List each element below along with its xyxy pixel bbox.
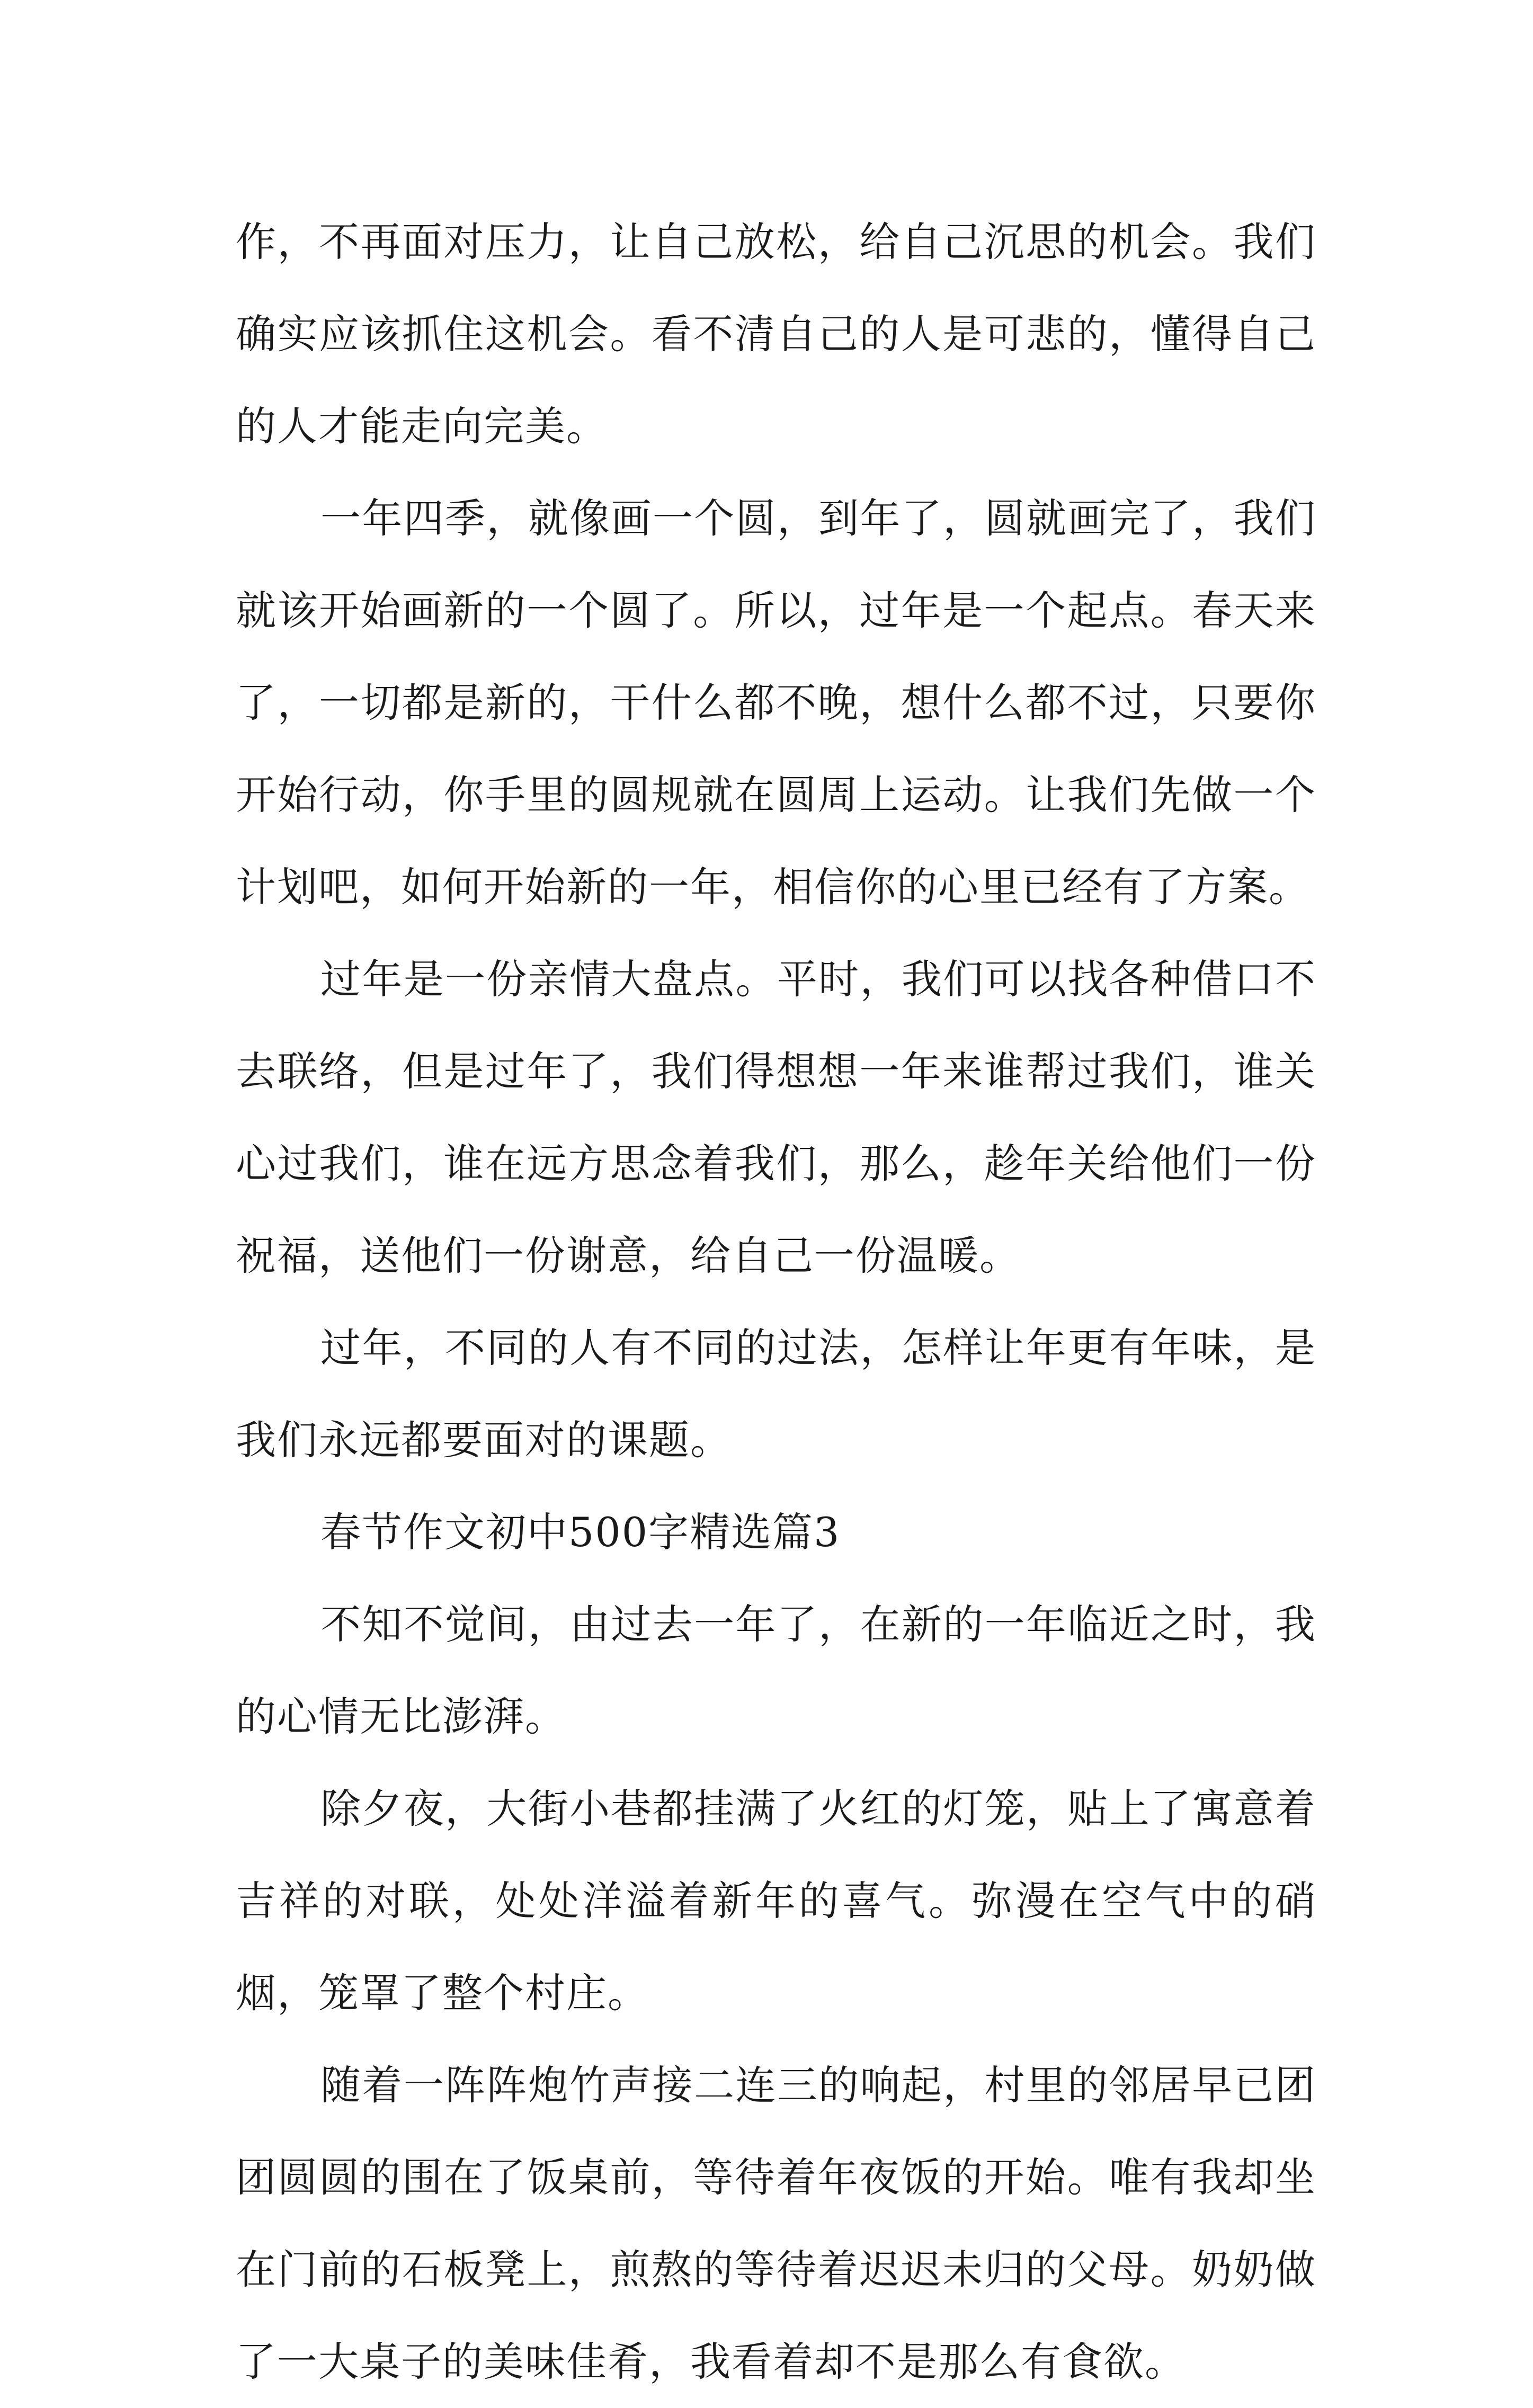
paragraph-7: 随着一阵阵炮竹声接二连三的响起，村里的邻居早已团团圆圆的围在了饭桌前，等待着年夜饭的开始。唯有我却坐在门前的石板凳上，煎熬的等待着迟迟未归的父母。奶奶做了一大桌子的美味佳肴，我看着却不是那么有食欲。 — [236, 2062, 1316, 2385]
document-body — [236, 196, 1316, 2408]
paragraph-2: 一年四季，就像画一个圆，到年了，圆就画完了，我们就该开始画新的一个圆了。所以，过年是一个起点。春天来了，一切都是新的，干什么都不晚，想什么都不过，只要你开始行动，你手里的圆规就在圆周上运动。让我们先做一个计划吧，如何开始新的一年，相信你的心里已经有了方案。 — [236, 495, 1316, 911]
paragraph-4: 过年，不同的人有不同的过法，怎样让年更有年味，是我们永远都要面对的课题。 — [236, 1324, 1316, 1464]
paragraph-5: 不知不觉间，由过去一年了，在新的一年临近之时，我的心情无比澎湃。 — [236, 1601, 1316, 1740]
paragraph-6: 除夕夜，大街小巷都挂满了火红的灯笼，贴上了寓意着吉祥的对联，处处洋溢着新年的喜气。弥漫在空气中的硝烟，笼罩了整个村庄。 — [236, 1785, 1316, 2017]
paragraph-1: 作，不再面对压力，让自己放松，给自己沉思的机会。我们确实应该抓住这机会。看不清自己的人是可悲的，懂得自己的人才能走向完美。 — [236, 218, 1316, 450]
section-heading: 春节作文初中500字精选篇3 — [320, 1509, 841, 1556]
paragraph-3: 过年是一份亲情大盘点。平时，我们可以找各种借口不去联络，但是过年了，我们得想想一年来谁帮过我们，谁关心过我们，谁在远方思念着我们，那么，趁年关给他们一份祝福，送他们一份谢意，给自己一份温暖。 — [236, 956, 1316, 1279]
